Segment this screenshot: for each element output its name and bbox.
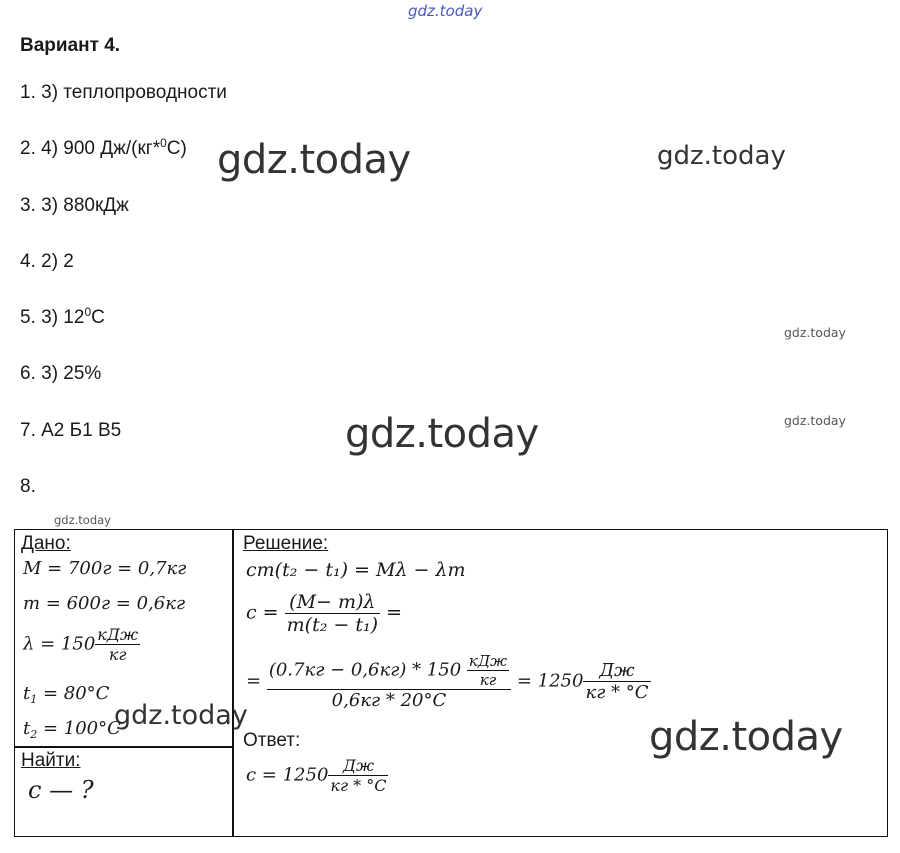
- watermark-medium: gdz.today: [114, 700, 248, 731]
- answer-7: 7. А2 Б1 В5: [20, 420, 122, 441]
- given-mass-small: m = 600г = 0,6кг: [23, 593, 186, 614]
- answer-1: 1. 3) теплопроводности: [20, 82, 227, 103]
- solution-header: Решение:: [243, 533, 329, 554]
- answer-3: 3. 3) 880кДж: [20, 195, 129, 216]
- watermark-small: gdz.today: [54, 513, 111, 527]
- answer-formula: c = 1250 $\frac{Дж}{кг * ^\circ C}$: [246, 756, 387, 795]
- given-t2: $t_2 = 100^\circ C$: [23, 718, 121, 741]
- solution-equation-1: cm(t₂ − t₁) = Mλ − λm: [246, 559, 466, 581]
- given-header: Дано:: [21, 533, 71, 554]
- answer-6: 6. 3) 25%: [20, 363, 102, 384]
- variant-title: Вариант 4.: [20, 35, 121, 56]
- watermark-large: gdz.today: [649, 714, 843, 760]
- solution-equation-3: = (0.7кг − 0,6кг) * 150 $\frac{\text{кДж}}{кг}$ 0,6кг * 20°C = 1250 $\frac{Дж}{кг * ^\circ C}$: [246, 652, 649, 711]
- table-divider: [232, 529, 234, 837]
- watermark-medium: gdz.today: [657, 141, 786, 171]
- watermark-small: gdz.today: [784, 325, 846, 340]
- watermark-large: gdz.today: [217, 137, 411, 183]
- given-mass-big: M = 700г = 0,7кг: [23, 558, 187, 579]
- solution-equation-2: c = $\frac{(M- m)\lambda}{\text{m(t₂ − t₁)}}$ =: [246, 591, 402, 636]
- watermark-small: gdz.today: [784, 413, 846, 428]
- answer-2: 2. 4) 900 Дж/(кг*$^0$С): [20, 136, 187, 159]
- table-divider: [14, 746, 234, 748]
- find-value: c — ?: [28, 776, 94, 804]
- answer-4: 4. 2) 2: [20, 251, 74, 272]
- given-t1: $t_1 = 80^\circ C$: [23, 683, 110, 706]
- given-lambda: λ = 150 $\frac{\text{кДж}}{кг}$: [23, 625, 139, 664]
- answer-label: Ответ:: [243, 730, 301, 751]
- watermark-top: gdz.today: [408, 2, 483, 20]
- answer-8: 8.: [20, 476, 36, 497]
- find-header: Найти:: [21, 750, 81, 771]
- answer-5: 5. 3) $12^0С$: [20, 305, 105, 328]
- watermark-large: gdz.today: [345, 411, 539, 457]
